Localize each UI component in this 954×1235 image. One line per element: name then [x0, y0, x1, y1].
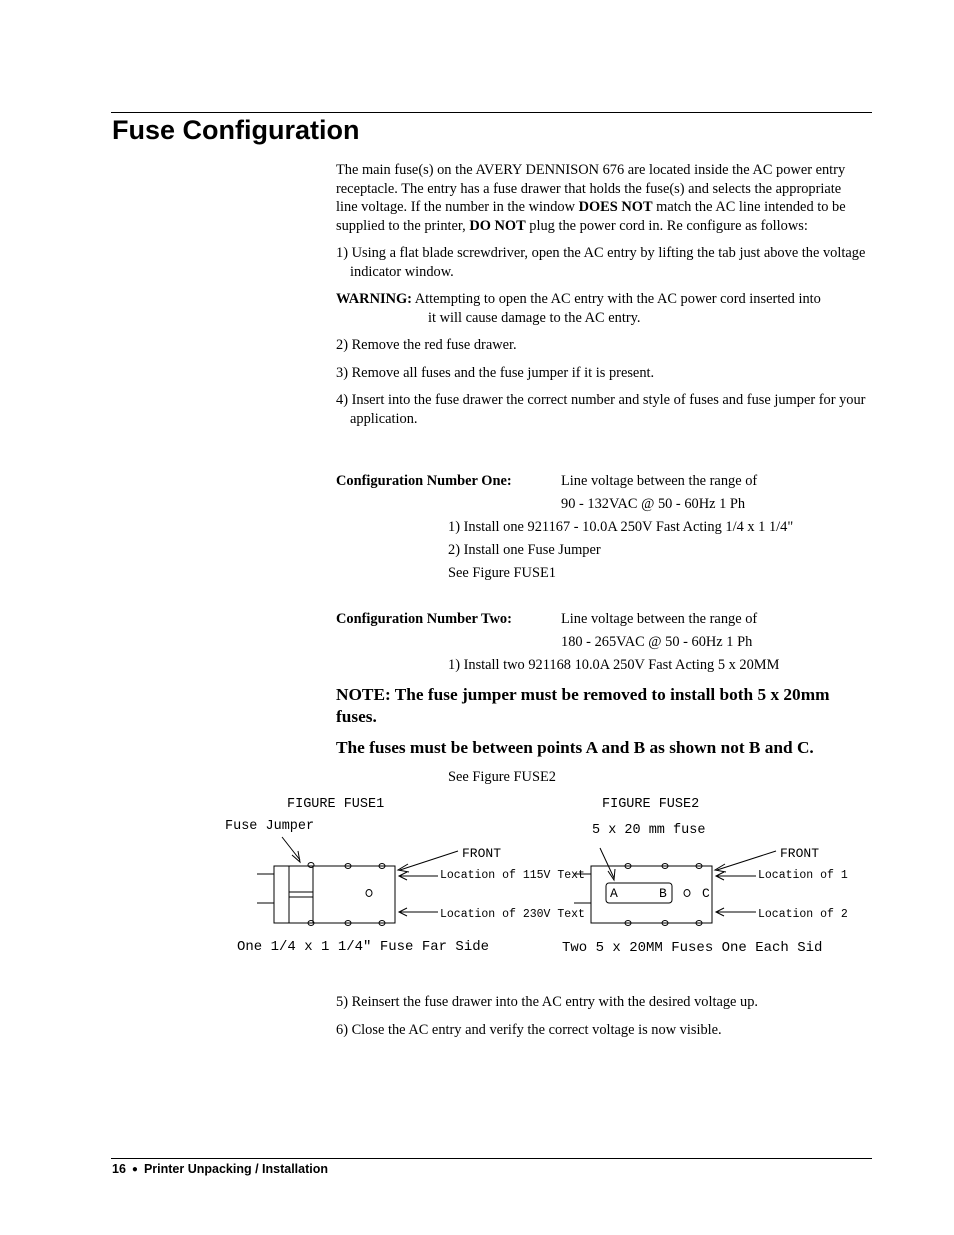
footer-bullet: ● — [131, 1164, 138, 1175]
top-rule — [111, 112, 872, 113]
note-jumper: NOTE: The fuse jumper must be removed to install both 5 x 20mm fuses. — [336, 685, 830, 726]
step-6: 6) Close the AC entry and verify the correct voltage is now visible. — [336, 1021, 722, 1038]
instructions-upper — [336, 161, 866, 428]
config-one-see: See Figure FUSE1 — [448, 565, 556, 581]
do-not-emphasis: DO NOT — [469, 217, 526, 234]
warning-line-2: it will cause damage to the AC entry. — [428, 309, 641, 326]
step-4: 4) Insert into the fuse drawer the correct number and style of fuses and fuse jumper for your application. — [336, 392, 866, 427]
figure2-hole — [662, 921, 668, 926]
figure1-caption: One 1/4 x 1 1/4" Fuse Far Side — [237, 939, 490, 955]
figure1-hole — [308, 921, 314, 926]
figure1-jumper-label: Fuse Jumper — [225, 819, 315, 834]
figure2-hole — [696, 864, 702, 869]
figure1-hole — [308, 863, 314, 868]
bottom-rule — [111, 1158, 872, 1159]
footer-section: Printer Unpacking / Installation — [143, 1162, 329, 1176]
page-number: 16 — [112, 1162, 126, 1176]
figure1-front-arrowhead — [398, 864, 409, 872]
figure1-title: FIGURE FUSE1 — [287, 797, 385, 812]
does-not-emphasis: DOES NOT — [578, 199, 653, 215]
config-one-item1: 1) Install one 921167 - 10.0A 250V Fast Acting 1/4 x 1 1/4" — [448, 519, 794, 535]
step-3: 3) Remove all fuses and the fuse jumper if it is present. — [336, 364, 655, 381]
figure1-hole — [345, 921, 351, 926]
figure1-loc230-arrowhead — [399, 908, 407, 916]
figure2-loc2-arrowhead — [716, 908, 724, 916]
figure1-front-label: FRONT — [462, 846, 502, 861]
figure2-point-b: B — [659, 886, 667, 901]
figure2-title: FIGURE FUSE2 — [602, 797, 700, 812]
figure1-drawer — [274, 866, 395, 923]
figure1-jumper-arrowhead — [292, 851, 300, 862]
config-two-line2: 180 - 265VAC @ 50 - 60Hz 1 Ph — [561, 634, 753, 650]
figure1-jumper-arrow — [282, 837, 300, 860]
figure2-caption: Two 5 x 20MM Fuses One Each Sid — [562, 940, 823, 956]
figure1-loc115-arrowhead — [399, 872, 407, 880]
figure2-loc2: Location of 2 — [758, 908, 848, 921]
intro-paragraph: The main fuse(s) on the AVERY DENNISON 676 are located inside the AC power entry receptacle. The entry has a fuse drawer that holds the fuse(s) and selects the appropriate line voltage. If the number in the window DOES NOT match the AC line intended to be supplied to the printer, DO NOT plug the power cord in. Re configure as follows: — [336, 162, 846, 234]
figure2-fuse-label: 5 x 20 mm fuse — [592, 823, 706, 838]
figure2-point-c: C — [702, 886, 710, 901]
config-one-line2: 90 - 132VAC @ 50 - 60Hz 1 Ph — [561, 496, 746, 512]
figure2-hole — [696, 921, 702, 926]
figure2-point-a: A — [610, 886, 618, 901]
step-5: 5) Reinsert the fuse drawer into the AC entry with the desired voltage up. — [336, 994, 759, 1010]
figure2-hole — [684, 890, 690, 897]
figure2-front-label: FRONT — [780, 846, 820, 861]
figure1-loc230: Location of 230V Text — [440, 908, 585, 921]
figure2-loc1: Location of 1 — [758, 869, 848, 882]
config-two-line1: Line voltage between the range of — [561, 611, 758, 627]
notes-see: See Figure FUSE2 — [448, 769, 556, 785]
warning-label: WARNING: — [336, 291, 412, 307]
figure2-hole — [625, 864, 631, 869]
figure1-hole — [379, 864, 385, 869]
step-1: 1) Using a flat blade screwdriver, open the AC entry by lifting the tab just above the voltage indicator window. — [336, 245, 866, 280]
figure2-fuse-arrowhead — [608, 869, 615, 880]
instructions-lower — [336, 993, 866, 1039]
page-title: Fuse Configuration — [112, 115, 360, 145]
figure2-fuse-arrow — [600, 848, 614, 878]
config-two-label: Configuration Number Two: — [336, 611, 512, 627]
figure1-hole — [345, 864, 351, 869]
figure1-hole — [379, 921, 385, 926]
config-one-item2: 2) Install one Fuse Jumper — [448, 542, 601, 558]
page-footer — [112, 1162, 328, 1176]
figure2-loc1-arrowhead — [716, 872, 724, 880]
figure2-hole — [625, 921, 631, 926]
figure1-front-arrow — [400, 851, 458, 870]
config-one-line1: Line voltage between the range of — [561, 473, 758, 489]
config-one-label: Configuration Number One: — [336, 473, 512, 489]
figure1-hole — [366, 890, 372, 897]
figure2-front-arrow — [717, 851, 776, 870]
step-2: 2) Remove the red fuse drawer. — [336, 337, 517, 353]
figure2-hole — [662, 864, 668, 869]
figure2-front-arrowhead — [715, 864, 726, 872]
warning-line-1: WARNING: Attempting to open the AC entry with the AC power cord inserted into — [336, 291, 821, 307]
figure1-loc115: Location of 115V Text — [440, 869, 585, 882]
config-two-item1: 1) Install two 921168 10.0A 250V Fast Acting 5 x 20MM — [448, 657, 780, 673]
note-points: The fuses must be between points A and B as shown not B and C. — [336, 738, 814, 757]
